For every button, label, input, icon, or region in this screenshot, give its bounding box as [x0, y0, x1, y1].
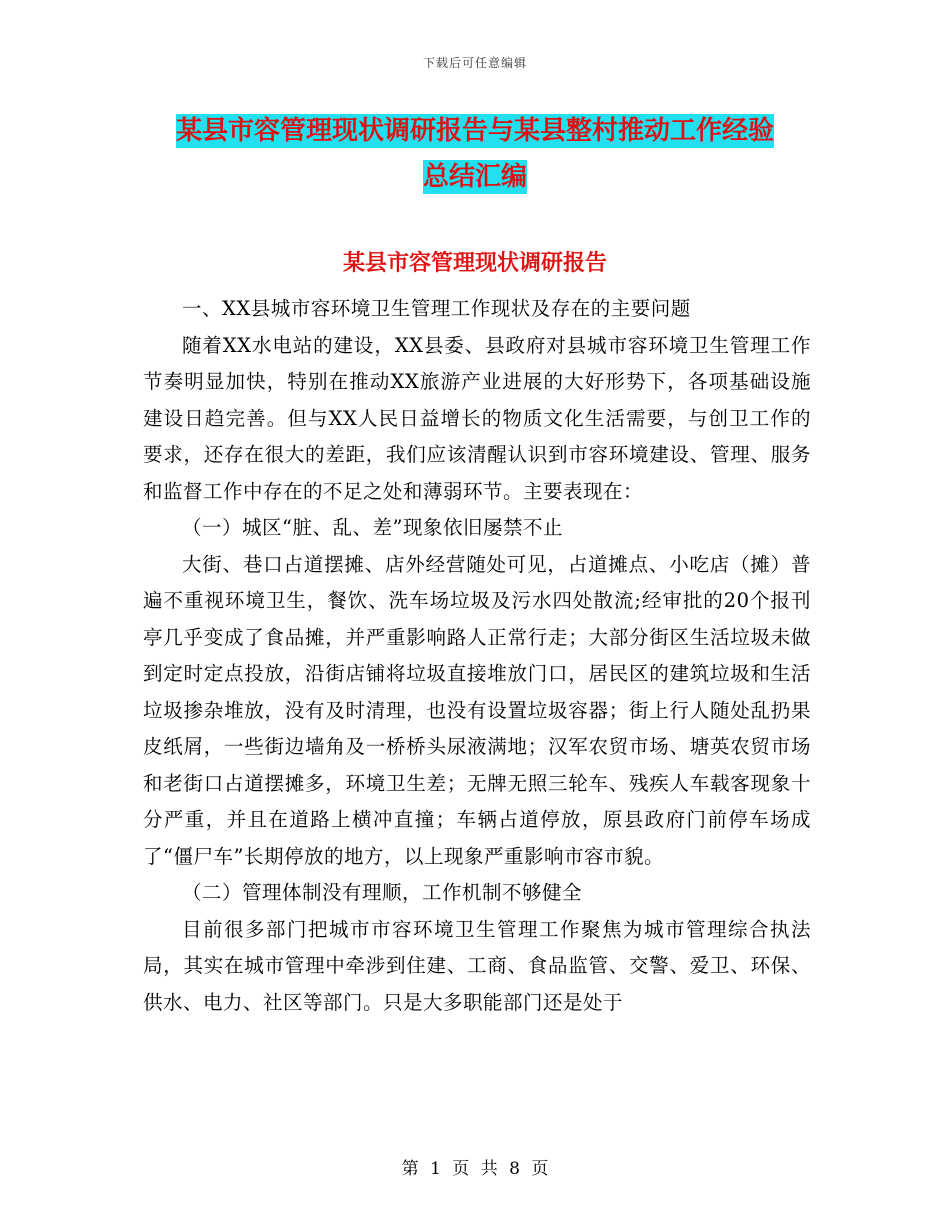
- document-title-line-2: 总结汇编: [422, 162, 527, 192]
- document-title-line-1: 某县市容管理现状调研报告与某县整村推动工作经验: [175, 116, 774, 146]
- paragraph: 随着XX水电站的建设，XX县委、县政府对县城市容环境卫生管理工作节奏明显加快，特别在推动XX旅游产业进展的大好形势下，各项基础设施建设日趋完善。但与XX人民日益增长的物质文化生活需要，与创卫工作的要求，还存在很大的差距，我们应该清醒认识到市容环境建设、管理、服务和监督工作中存在的不足之处和薄弱环节。主要表现在：: [143, 333, 811, 503]
- document-title: [140, 108, 810, 200]
- page-footer: 第 1 页 共 8 页: [401, 1159, 549, 1179]
- paragraph: （一）城区“脏、乱、差”现象依旧屡禁不止: [182, 516, 563, 539]
- body-text: [143, 291, 811, 1021]
- paragraph: 目前很多部门把城市市容环境卫生管理工作聚焦为城市管理综合执法局，其实在城市管理中牵涉到住建、工商、食品监管、交警、爱卫、环保、供水、电力、社区等部门。只是大多职能部门还是处于: [143, 917, 811, 1014]
- section-title: 某县市容管理现状调研报告: [342, 251, 607, 276]
- page-header: 下载后可任意编辑: [422, 56, 527, 70]
- paragraph: （二）管理体制没有理顺，工作机制不够健全: [182, 881, 583, 904]
- paragraph: 一、XX县城市容环境卫生管理工作现状及存在的主要问题: [182, 297, 691, 320]
- paragraph: 大街、巷口占道摆摊、店外经营随处可见，占道摊点、小吃店（摊）普遍不重视环境卫生，餐饮、洗车场垃圾及污水四处散流;经审批的20个报刊亭几乎变成了食品摊，并严重影响路人正常行走；大部分街区生活垃圾未做到定时定点投放，沿街店铺将垃圾直接堆放门口，居民区的建筑垃圾和生活垃圾掺杂堆放，没有及时清理，也没有设置垃圾容器；街上行人随处乱扔果皮纸屑，一些街边墙角及一桥桥头尿液满地；汉军农贸市场、塘英农贸市场和老街口占道摆摊多，环境卫生差；无牌无照三轮车、残疾人车载客现象十分严重，并且在道路上横冲直撞；车辆占道停放，原县政府门前停车场成了“僵尸车”长期停放的地方，以上现象严重影响市容市貌。: [143, 552, 811, 868]
